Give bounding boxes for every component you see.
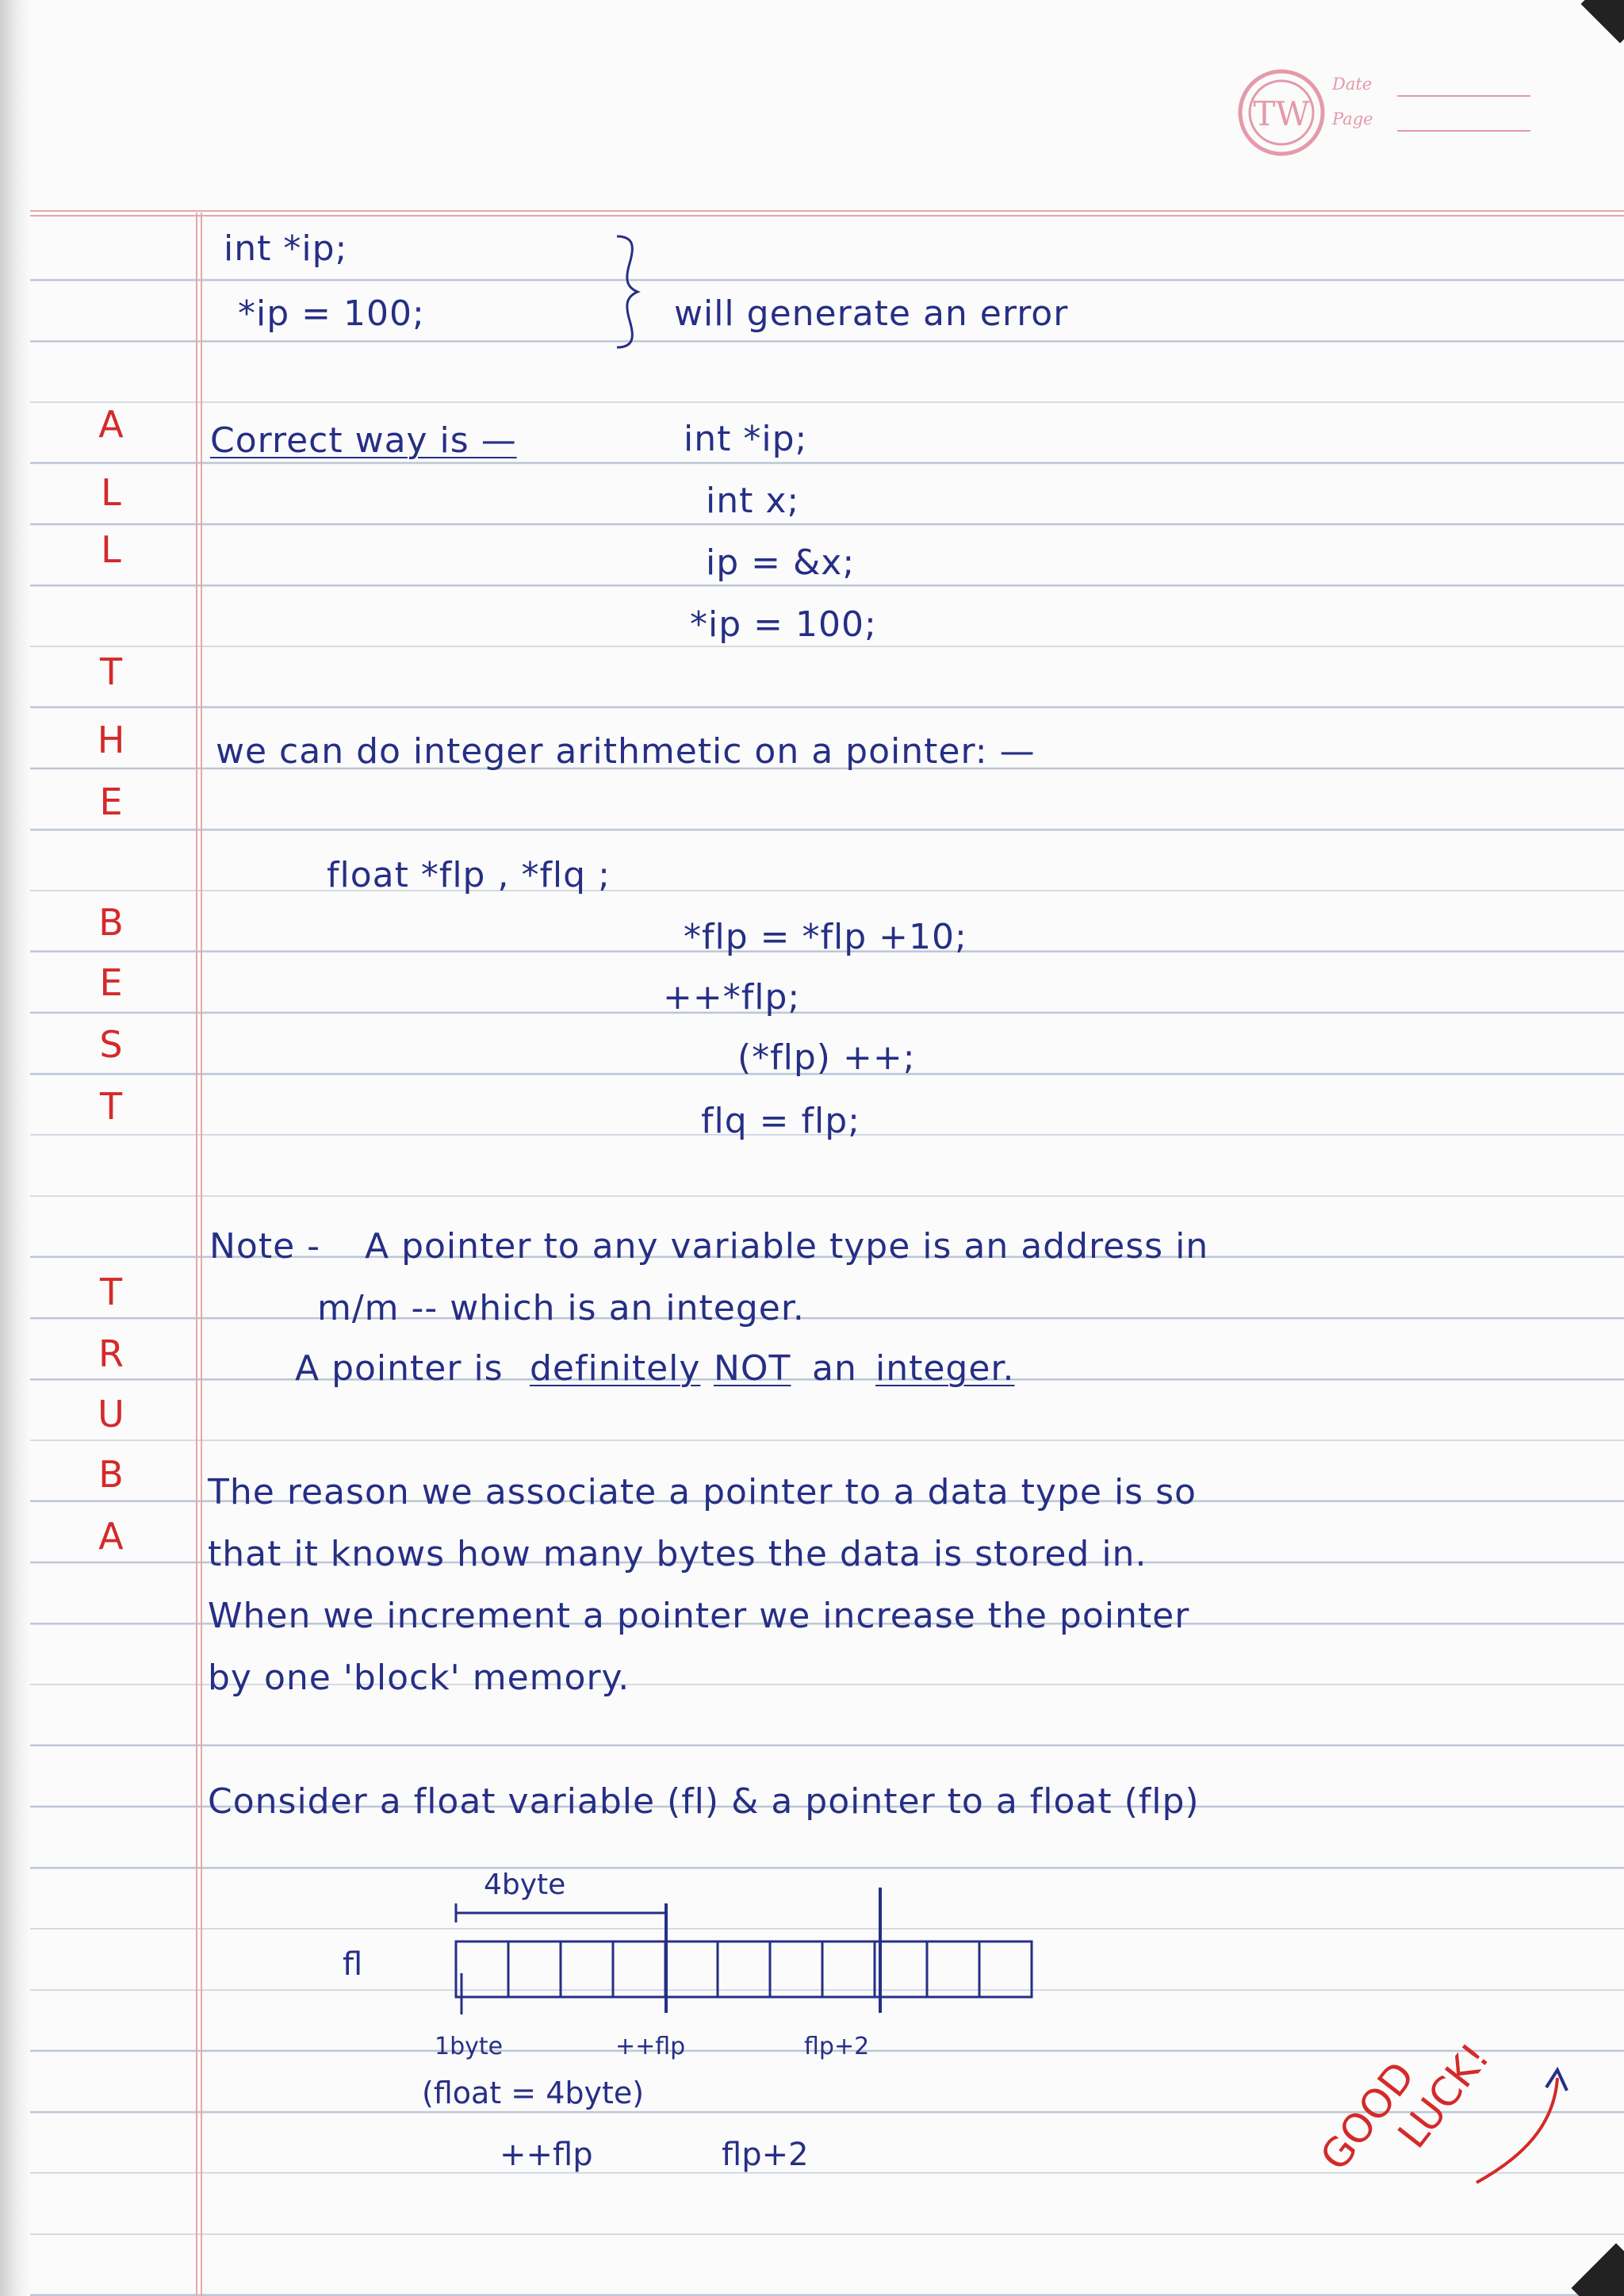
diagram-label-1byte: 1byte xyxy=(435,2033,504,2060)
code-line-assign: *ip = 100; xyxy=(238,293,425,334)
note-line-1: A pointer to any variable type is an address in xyxy=(365,1226,1209,1267)
sidebar-letter: E xyxy=(99,961,123,1004)
consider-line: Consider a float variable (fl) & a pointer to a float (flp) xyxy=(208,1781,1200,1822)
sidebar-letter: L xyxy=(101,528,121,571)
top-margin-rule xyxy=(30,215,1624,217)
sidebar-letter: B xyxy=(98,901,124,944)
note-line-2: m/m -- which is an integer. xyxy=(317,1288,805,1328)
memory-cell xyxy=(561,1941,613,1997)
note-line-3-a: A pointer is xyxy=(295,1348,504,1389)
date-page-fields xyxy=(1332,70,1538,141)
sidebar-letter: U xyxy=(98,1393,124,1435)
sidebar-letter: S xyxy=(99,1023,123,1066)
left-margin-rule xyxy=(201,213,202,2296)
code-float-decl: float *flp , *flq ; xyxy=(327,855,611,895)
sidebar-letter: L xyxy=(101,471,121,514)
sidebar-letter: A xyxy=(98,403,124,446)
sidebar-letter: T xyxy=(99,650,123,693)
code-line-int-ip: int *ip; xyxy=(224,228,348,269)
sidebar-letter: T xyxy=(99,1085,123,1128)
code-correct-2: int x; xyxy=(706,481,800,521)
curved-arrow-icon xyxy=(1477,2078,1557,2183)
sidebar-letter: R xyxy=(98,1332,124,1375)
curly-brace-icon xyxy=(611,232,642,351)
memory-cell xyxy=(979,1941,1032,1997)
good-luck-word-2: LUCK! xyxy=(1388,2034,1499,2157)
page-corner-bottom-right xyxy=(1571,2243,1624,2296)
good-luck-word-1: GOOD xyxy=(1311,2053,1424,2179)
diagram-label-inc: ++flp xyxy=(615,2033,686,2060)
reason-line-2: that it knows how many bytes the data is stored in. xyxy=(208,1534,1147,1574)
top-margin-rule xyxy=(30,210,1624,212)
code-correct-3: ip = &x; xyxy=(706,542,856,583)
sidebar-letter: E xyxy=(99,780,123,823)
diagram-label-fl: fl xyxy=(343,1946,363,1983)
sidebar-letter: B xyxy=(98,1453,124,1496)
memory-cell xyxy=(613,1941,665,1997)
sidebar-letter: A xyxy=(98,1515,124,1558)
sidebar-motto xyxy=(87,0,159,2296)
note-line-3-c: NOT xyxy=(714,1348,791,1389)
code-float-2: *flp = *flp +10; xyxy=(684,917,967,957)
sidebar-letter: T xyxy=(99,1271,123,1313)
page-label: Page xyxy=(1332,109,1373,128)
code-float-3: ++*flp; xyxy=(663,977,801,1018)
note-label: Note - xyxy=(209,1226,321,1267)
diagram-bottom-plus2: flp+2 xyxy=(722,2137,809,2173)
memory-cell xyxy=(927,1941,979,1997)
reason-line-4: by one 'block' memory. xyxy=(208,1658,630,1698)
note-line-3-b: definitely xyxy=(530,1348,701,1389)
date-label: Date xyxy=(1332,75,1373,94)
memory-cell xyxy=(508,1941,561,1997)
diagram-bottom-inc: ++flp xyxy=(500,2137,593,2173)
arithmetic-intro: we can do integer arithmetic on a pointer: — xyxy=(216,731,1036,772)
code-correct-4: *ip = 100; xyxy=(690,604,877,645)
left-margin-rule xyxy=(196,213,197,2296)
memory-cell xyxy=(456,1941,508,1997)
memory-cell xyxy=(770,1941,822,1997)
reason-line-1: The reason we associate a pointer to a data type is so xyxy=(208,1472,1197,1512)
page-line xyxy=(1397,130,1530,132)
correct-way-label: Correct way is — xyxy=(210,420,517,461)
date-line xyxy=(1397,95,1530,97)
diagram-label-4byte: 4byte xyxy=(484,1869,566,1901)
memory-cell xyxy=(665,1941,718,1997)
note-line-3-e: integer. xyxy=(875,1348,1015,1389)
note-line-3-d: an xyxy=(812,1348,857,1389)
code-float-5: flq = flp; xyxy=(701,1101,860,1141)
error-note: will generate an error xyxy=(674,293,1069,334)
code-float-4: (*flp) ++; xyxy=(737,1037,916,1078)
diagram-label-plus2: flp+2 xyxy=(804,2033,870,2060)
logo-text: TW xyxy=(1253,94,1310,133)
code-correct-1: int *ip; xyxy=(684,419,808,459)
diagram-float-note: (float = 4byte) xyxy=(422,2076,645,2110)
memory-cell xyxy=(718,1941,770,1997)
sidebar-letter: H xyxy=(97,719,125,761)
reason-line-3: When we increment a pointer we increase the pointer xyxy=(208,1596,1190,1636)
page-binding-edge xyxy=(0,0,30,2296)
memory-cell xyxy=(875,1941,927,1997)
memory-cell xyxy=(822,1941,875,1997)
